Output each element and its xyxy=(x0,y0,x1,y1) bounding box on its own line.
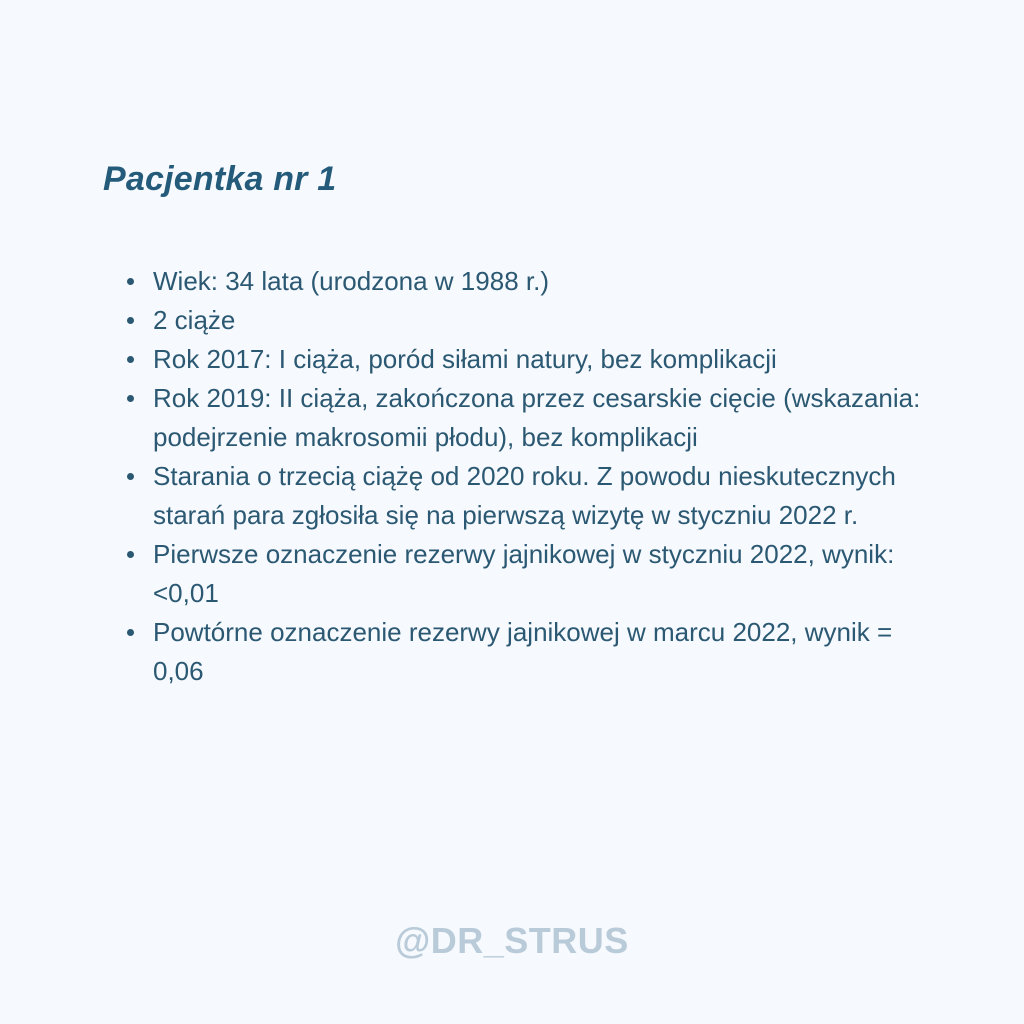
author-handle: @DR_STRUS xyxy=(395,920,629,961)
list-item xyxy=(125,340,945,379)
bullet-icon xyxy=(127,551,134,558)
list-item-text: Pierwsze oznaczenie rezerwy jajnikowej w styczniu 2022, wynik: <0,01 xyxy=(153,539,895,608)
bullet-icon xyxy=(127,356,134,363)
bullet-icon xyxy=(127,278,134,285)
list-item xyxy=(125,301,945,340)
list-item-text: Starania o trzecią ciążę od 2020 roku. Z powodu nieskutecznych starań para zgłosiła się na pierwszą wizytę w styczniu 2022 r. xyxy=(153,461,896,530)
bullet-icon xyxy=(127,317,134,324)
list-item xyxy=(125,262,945,301)
list-item-text: Wiek: 34 lata (urodzona w 1988 r.) xyxy=(153,266,549,296)
list-item xyxy=(125,613,945,691)
list-item-text: Powtórne oznaczenie rezerwy jajnikowej w marcu 2022, wynik = 0,06 xyxy=(153,617,893,686)
list-item-text: Rok 2017: I ciąża, poród siłami natury, bez komplikacji xyxy=(153,344,777,374)
list-item xyxy=(125,457,945,535)
list-item-text: 2 ciąże xyxy=(153,305,236,335)
bullet-icon xyxy=(127,473,134,480)
bullet-icon xyxy=(127,629,134,636)
list-item xyxy=(125,379,945,457)
patient-facts-list xyxy=(125,262,945,691)
bullet-icon xyxy=(127,395,134,402)
list-item xyxy=(125,535,945,613)
list-item-text: Rok 2019: II ciąża, zakończona przez cesarskie cięcie (wskazania: podejrzenie makrosomii płodu), bez komplikacji xyxy=(153,383,921,452)
page-title: Pacjentka nr 1 xyxy=(103,160,337,198)
